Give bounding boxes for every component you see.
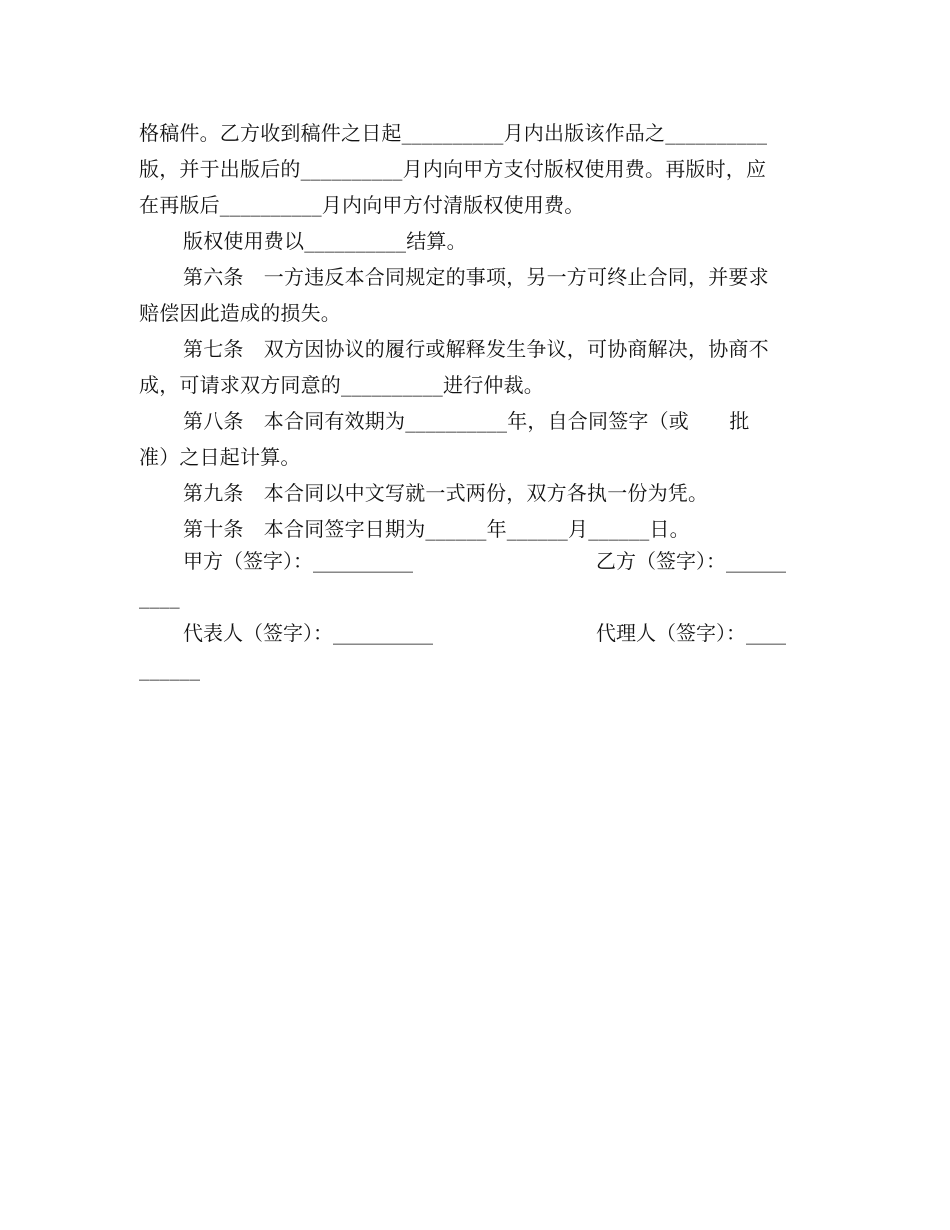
article-6-line-2: 赔偿因此造成的损失。 <box>139 301 341 325</box>
article-7-line-1: 第七条 双方因协议的履行或解释发生争议，可协商解决，协商不 <box>183 337 769 361</box>
paragraph-line-1: 格稿件。乙方收到稿件之日起__________月内出版该作品之__________ <box>139 121 768 145</box>
payment-method-line: 版权使用费以__________结算。 <box>183 229 467 253</box>
agent-signature: 代理人（签字）：____ <box>596 621 786 645</box>
party-b-signature-continuation: ____ <box>139 585 180 609</box>
article-8-line-1: 第八条 本合同有效期为__________年，自合同签字（或 批 <box>183 409 750 433</box>
article-8-line-2: 准）之日起计算。 <box>139 445 301 469</box>
paragraph-line-2: 版，并于出版后的__________月内向甲方支付版权使用费。再版时，应 <box>139 157 767 181</box>
agent-signature-continuation: ______ <box>139 657 201 681</box>
article-9-line: 第九条 本合同以中文写就一式两份，双方各执一份为凭。 <box>183 481 709 505</box>
party-a-signature: 甲方（签字）：__________ <box>183 549 413 573</box>
article-7-line-2: 成，可请求双方同意的__________进行仲裁。 <box>139 373 544 397</box>
party-b-signature: 乙方（签字）：______ <box>596 549 786 573</box>
paragraph-line-3: 在再版后__________月内向甲方付清版权使用费。 <box>139 193 585 217</box>
article-6-line-1: 第六条 一方违反本合同规定的事项，另一方可终止合同，并要求 <box>183 265 769 289</box>
article-10-line: 第十条 本合同签字日期为______年______月______日。 <box>183 517 690 541</box>
representative-signature: 代表人（签字）：__________ <box>183 621 433 645</box>
